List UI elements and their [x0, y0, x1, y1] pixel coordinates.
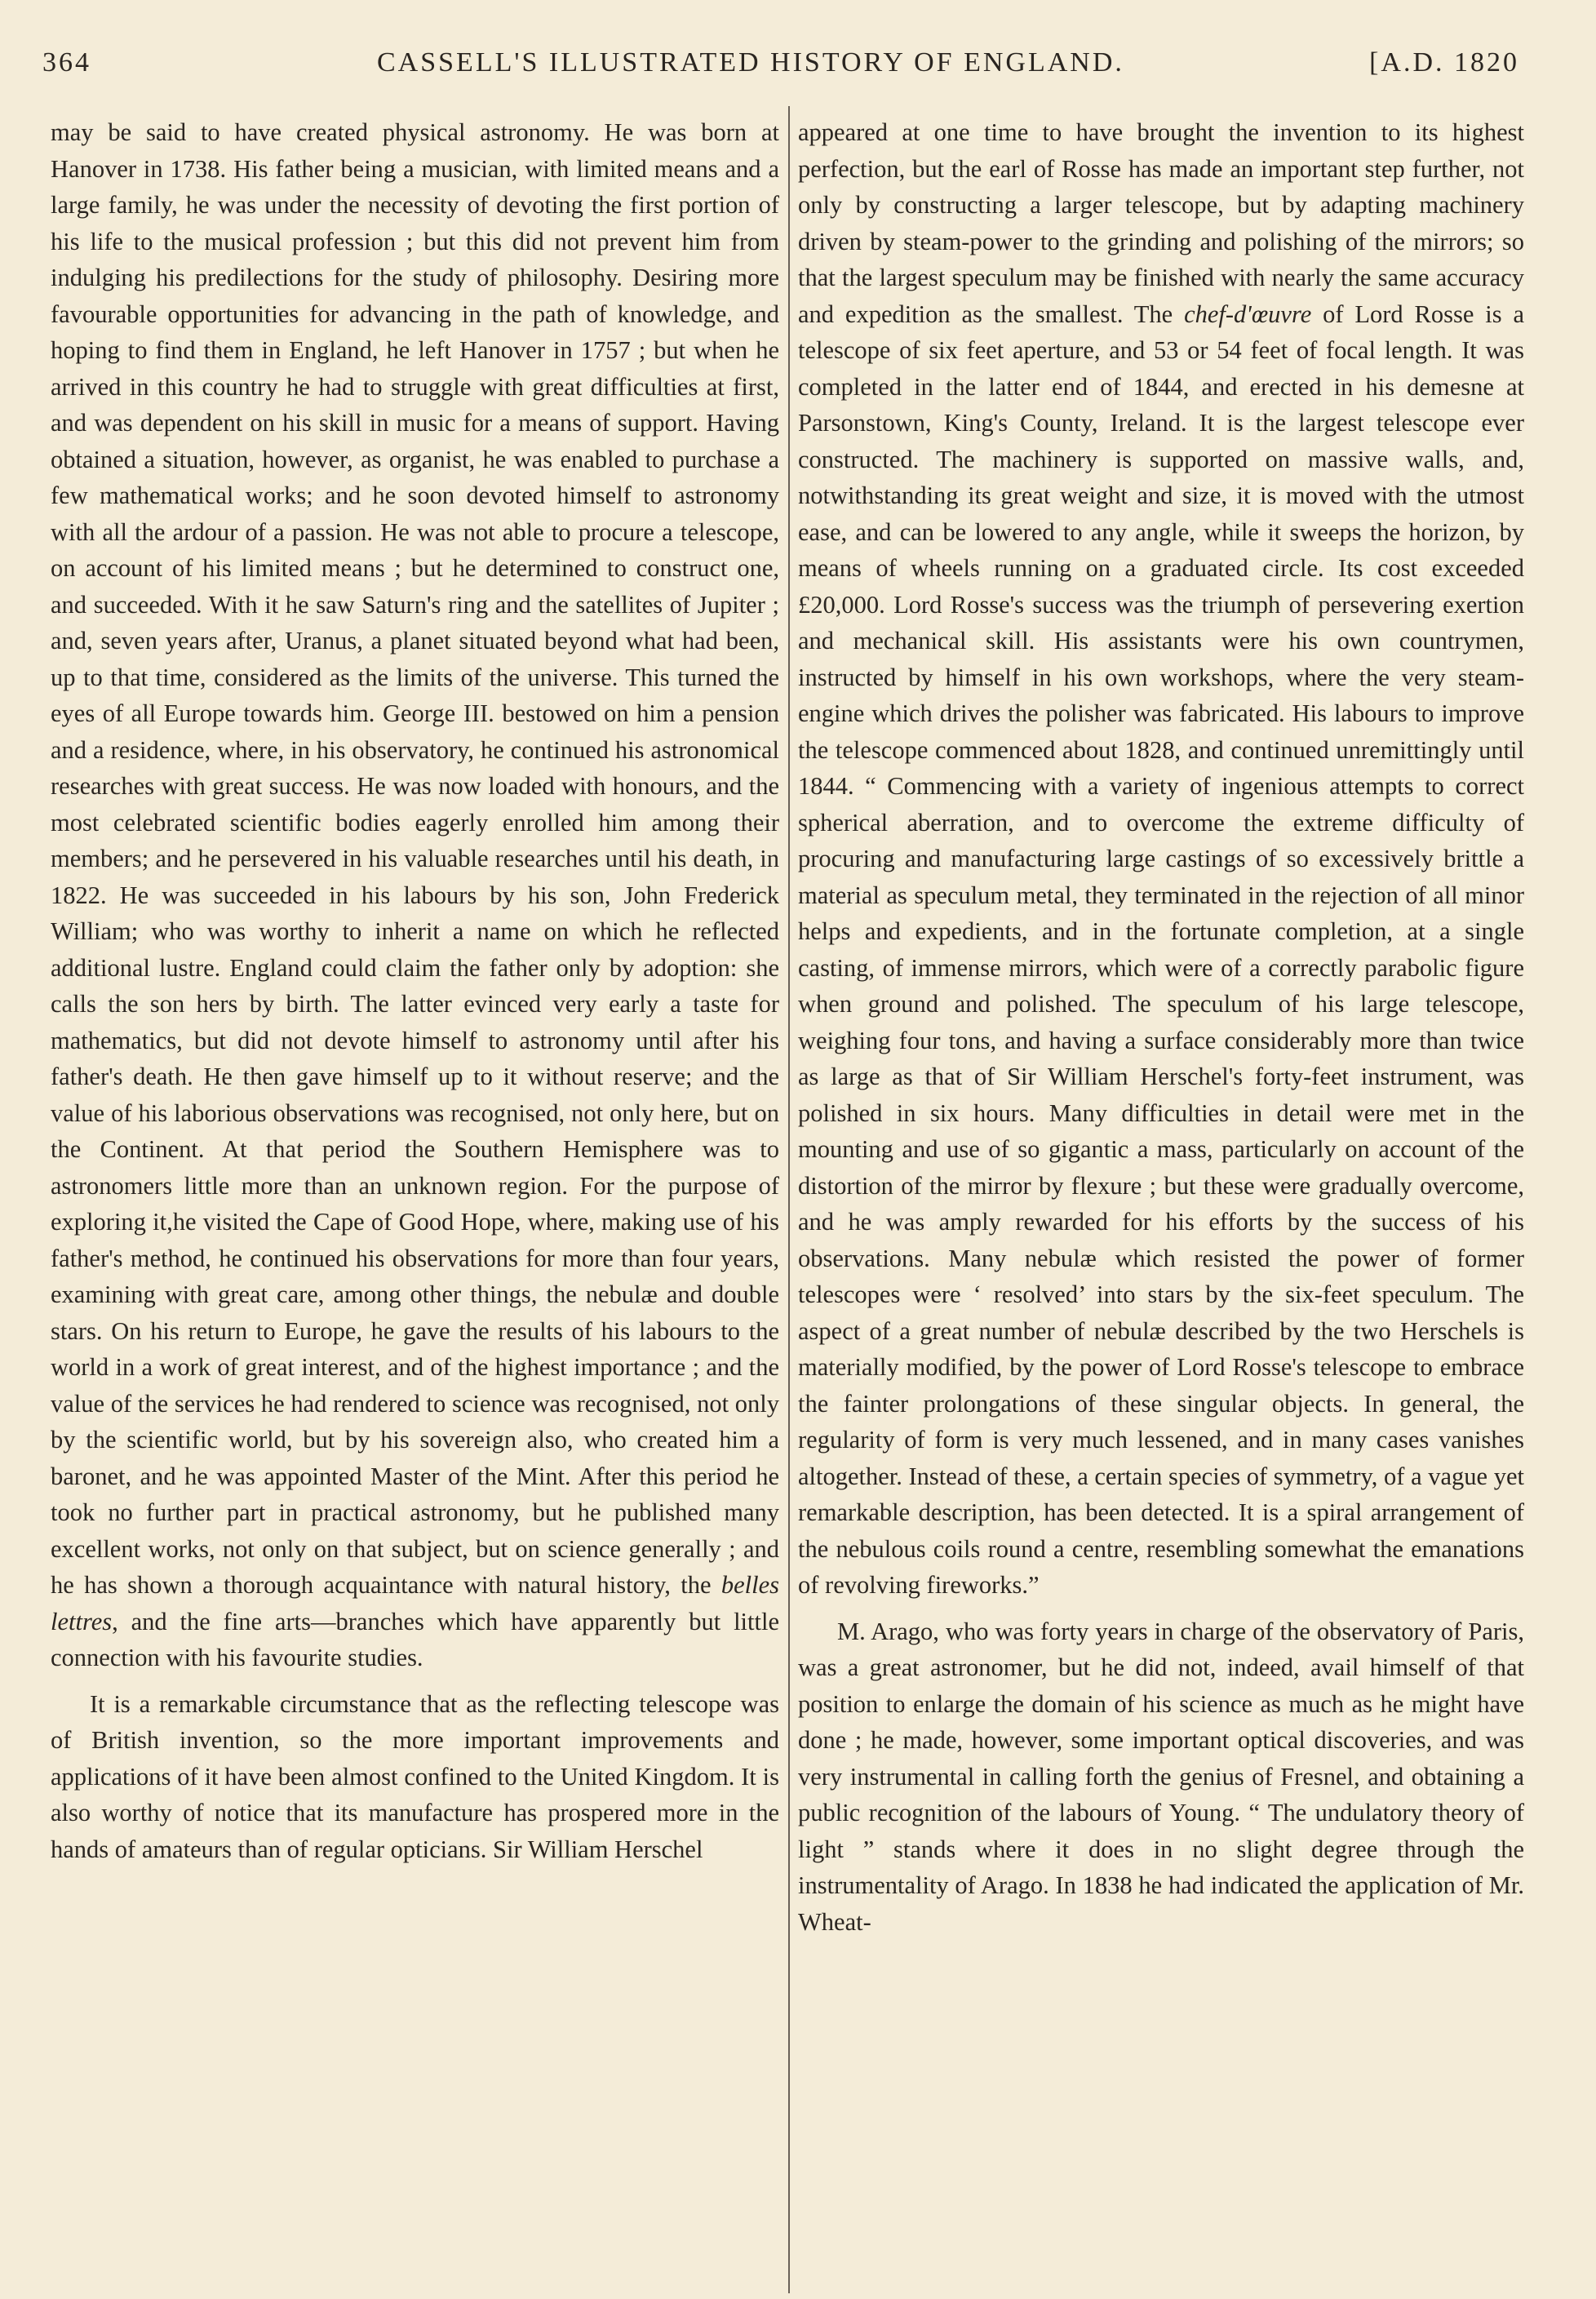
left-p1-italic: belles lettres [51, 1571, 779, 1635]
left-p1-end: , and the fine arts—branches which have apparently but little connection with his favourite studies. [51, 1607, 779, 1671]
left-paragraph-1 [51, 114, 779, 1676]
column-divider [788, 106, 790, 2293]
running-header [42, 33, 1519, 98]
left-p1-text: may be said to have created physical astronomy. He was born at Hanover in 1738. His father being a musician, with limited means and a large family, he was under the necessity of devoting the first portion of his life to the musical profession ; but this did not prevent him from indulging his predilections for the study of philosophy. Desiring more favourable opportunities for advancing in the path of knowledge, and hoping to find them in England, he left Hanover in 1757 ; but when he arrived in this country he had to struggle with great difficulties at first, and was dependent on his skill in music for a means of support. Having obtained a situation, however, as organist, he was enabled to purchase a few mathematical works; and he soon devoted himself to astronomy with all the ardour of a passion. He was not able to procure a telescope, on account of his limited means ; but he determined to construct one, and succeeded. With it he saw Saturn's ring and the satellites of Jupiter ; and, seven years after, Uranus, a planet situated beyond what had been, up to that time, considered as the limits of the universe. This turned the eyes of all Europe towards him. George III. bestowed on him a pension and a residence, where, in his observatory, he continued his astronomical researches with great success. He was now loaded with honours, and the most celebrated scientific bodies eagerly enrolled him among their members; and he persevered in his valuable researches until his death, in 1822. He was succeeded in his labours by his son, John Frederick William; who was worthy to inherit a name on which he reflected additional lustre. England could claim the father only by adoption: she calls the son hers by birth. The latter evinced very early a taste for mathematics, but did not devote himself to astronomy until after his father's death. He then gave himself up to it without reserve; and the value of his laborious observations was recognised, not only here, but on the Continent. At that period the Southern Hemisphere was to astronomers little more than an unknown region. For the purpose of exploring it,he visited the Cape of Good Hope, where, making use of his father's method, he continued his observations for more than four years, examining with great care, among other things, the nebulæ and double stars. On his return to Europe, he gave the results of his labours to the world in a work of great interest, and of the highest importance ; and the value of the services he had rendered to science was recognised, not only by the scientific world, but by his sovereign also, who created him a baronet, and he was appointed Master of the Mint. After this period he took no further part in practical astronomy, but he published many excellent works, not only on that subject, but on science generally ; and he has shown a thorough acquaintance with natural history, the [51, 118, 779, 1599]
left-column [51, 114, 779, 1867]
right-paragraph-2: M. Arago, who was forty years in charge of the observatory of Paris, was a great astronomer, but he did not, indeed, avail himself of that position to enlarge the domain of his science as much as he might have done ; he made, however, some important optical discoveries, and was very instrumental in calling forth the genius of Fresnel, and obtaining a public recognition of the labours of Young. “ The undulatory theory of light ” stands where it does in no slight degree through the instrumentality of Arago. In 1838 he had indicated the application of Mr. Wheat- [798, 1617, 1524, 1936]
right-paragraph-1 [798, 114, 1524, 1604]
left-paragraph-2: It is a remarkable circumstance that as the reflecting telescope was of British invention, so the more important improvements and applications of it have been almost confined to the United Kingdom. It is also worthy of notice that its manufacture has prospered more in the hands of amateurs than of regular opticians. Sir William Herschel [51, 1689, 779, 1863]
book-title: CASSELL'S ILLUSTRATED HISTORY OF ENGLAND. [377, 47, 1124, 78]
year-label: [A.D. 1820 [1369, 47, 1519, 78]
right-p1b-text: of Lord Rosse is a telescope of six feet aperture, and 53 or 54 feet of focal length. It was completed in the latter end of 1844, and erected in his demesne at Parsonstown, King's County, Ireland. It is the largest telescope ever constructed. The machinery is supported on massive walls, and, notwithstanding its great weight and size, it is moved with the utmost ease, and can be lowered to any angle, while it sweeps the horizon, by means of wheels running on a graduated circle. Its cost exceeded £20,000. Lord Rosse's success was the triumph of persevering exertion and mechanical skill. His assistants were his own countrymen, instructed by himself in his own workshops, where the very steam-engine which drives the polisher was fabricated. His labours to improve the telescope commenced about 1828, and continued unremittingly until 1844. “ Commencing with a variety of ingenious attempts to correct spherical aberration, and to overcome the extreme difficulty of procuring and manufacturing large castings of so excessively brittle a material as speculum metal, they terminated in the rejection of all minor helps and expedients, and in the fortunate completion, at a single casting, of immense mirrors, which were of a correctly parabolic figure when ground and polished. The speculum of his large telescope, weighing four tons, and having a surface considerably more than twice as large as that of Sir William Herschel's forty-feet instrument, was polished in six hours. Many difficulties in detail were met in the mounting and use of so gigantic a mass, particularly on account of the distortion of the mirror by flexure ; but these were gradually overcome, and he was amply rewarded for his efforts by the success of his observations. Many nebulæ which resisted the power of former telescopes were ‘ resolved’ into stars by the six-feet speculum. The aspect of a great number of nebulæ described by the two Herschels is materially modified, by the power of Lord Rosse's telescope to embrace the fainter prolongations of these singular objects. In general, the regularity of form is very much lessened, and in many cases vanishes altogether. Instead of these, a certain species of symmetry, of a vague yet remarkable description, has been detected. It is a spiral arrangement of the nebulous coils round a centre, resembling somewhat the emanations of revolving fireworks.” [798, 300, 1524, 1599]
page-number: 364 [42, 47, 91, 78]
right-column [798, 114, 1524, 1940]
right-p1a-text: appeared at one time to have brought the invention to its highest perfection, but the earl of Rosse has made an important step further, not only by constructing a larger telescope, but by adapting machinery driven by steam-power to the grinding and polishing of the mirrors; so that the largest speculum may be finished with nearly the same accuracy and expedition as the smallest. The [798, 118, 1524, 328]
right-p1-italic: chef-d'œuvre [1184, 300, 1312, 328]
